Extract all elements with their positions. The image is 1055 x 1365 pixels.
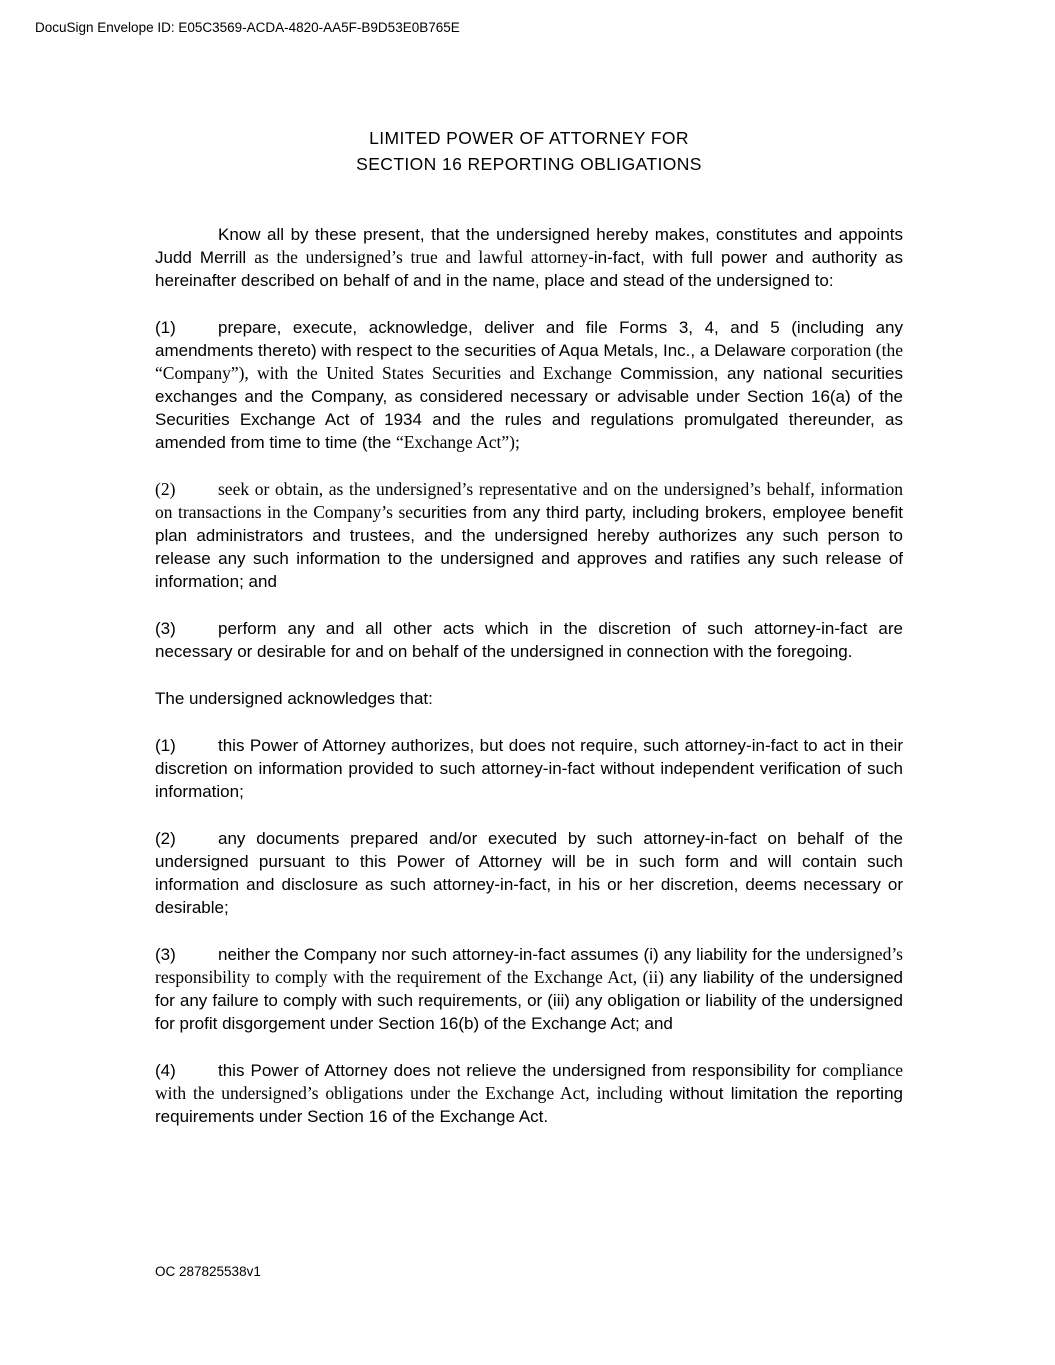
item-number: (1): [155, 318, 176, 337]
text-run: corporation (the “Company”), with the United States Securities and Exchange: [155, 340, 903, 383]
item-number: (1): [155, 736, 176, 755]
text-run: Commission, any national securities exchanges and the Company, as considered necessary or advisable under Section 16(a) of the Securities Exchange Act of 1934 and the rules and regulations promulgated thereunder, as amended from time to time (the: [155, 364, 903, 452]
text-run: undersigned’s responsibility to comply with the requirement of the Exchange Act, (ii): [155, 944, 903, 987]
text-run: as the undersigned’s true and lawful attorney: [254, 247, 589, 267]
docusign-envelope-id: DocuSign Envelope ID: E05C3569-ACDA-4820-AA5F-B9D53E0B765E: [35, 20, 460, 35]
item-number: (3): [155, 619, 176, 638]
item-number: (4): [155, 1061, 176, 1080]
ack-item-1: [155, 734, 903, 803]
document-reference-number: OC 287825538v1: [155, 1264, 261, 1279]
text-run: neither the Company nor such attorney-in-fact assumes (i) any liability for the: [218, 945, 806, 964]
text-run: without limitation the reporting requirements under Section 16 of the Exchange Act.: [155, 1084, 903, 1126]
text-run: any documents prepared and/or executed by such attorney-in-fact on behalf of the undersigned pursuant to this Power of Attorney will be in such form and will contain such information and disclosure as such attorney-in-fact, in his or her discretion, deems necessary or desirable;: [155, 829, 903, 917]
ack-item-3: [155, 943, 903, 1035]
text-run: perform any and all other acts which in the discretion of such attorney-in-fact are necessary or desirable for and on behalf of the undersigned in connection with the foregoing.: [155, 619, 903, 661]
text-run: prepare, execute, acknowledge, deliver and file Forms 3, 4, and 5 (including any amendments thereto) with respect to the securities of Aqua Metals, Inc., a Delaware: [155, 318, 903, 360]
text-run: compliance with the undersigned’s obligations under the Exchange Act, including: [155, 1060, 903, 1103]
item-number: (2): [155, 829, 176, 848]
text-run: this Power of Attorney does not relieve the undersigned from responsibility for: [218, 1061, 823, 1080]
text-run: any liability of the undersigned for any failure to comply with such requirements, or (iii) any obligation or liability of the undersigned for profit disgorgement under Section 16(b) of the Exchange Act; and: [155, 968, 903, 1033]
power-item-2: [155, 478, 903, 593]
text-run: -in-fact, with full power and authority as hereinafter described on behalf of and in the name, place and stead of the undersigned to:: [155, 248, 903, 290]
title-line-2: SECTION 16 REPORTING OBLIGATIONS: [356, 154, 702, 174]
document-title: [155, 125, 903, 177]
power-item-3: [155, 617, 903, 663]
ack-item-2: [155, 827, 903, 919]
ack-item-4: [155, 1059, 903, 1128]
item-number: (3): [155, 945, 176, 964]
acknowledgement-heading: The undersigned acknowledges that:: [155, 689, 433, 708]
text-run: seek or obtain, as the undersigned’s representative and on the undersigned’s behalf, information on transactions in the Company’s se: [155, 479, 903, 522]
item-number: (2): [155, 479, 176, 499]
text-run: curities from any third party, including brokers, employee benefit plan administrators and trustees, and the undersigned hereby authorizes any such person to release any such information to the undersigned and approves and ratifies any such release of information; and: [155, 503, 903, 591]
power-item-1: [155, 316, 903, 454]
document-body: [155, 125, 903, 1152]
intro-paragraph: [155, 223, 903, 292]
title-line-1: LIMITED POWER OF ATTORNEY FOR: [369, 128, 689, 148]
text-run: “Exchange Act”);: [395, 432, 520, 452]
text-run: Know all by these present, that the undersigned hereby makes, constitutes and appoints Judd Merrill: [155, 225, 903, 267]
text-run: this Power of Attorney authorizes, but does not require, such attorney-in-fact to act in their discretion on information provided to such attorney-in-fact without independent verification of such information;: [155, 736, 903, 801]
